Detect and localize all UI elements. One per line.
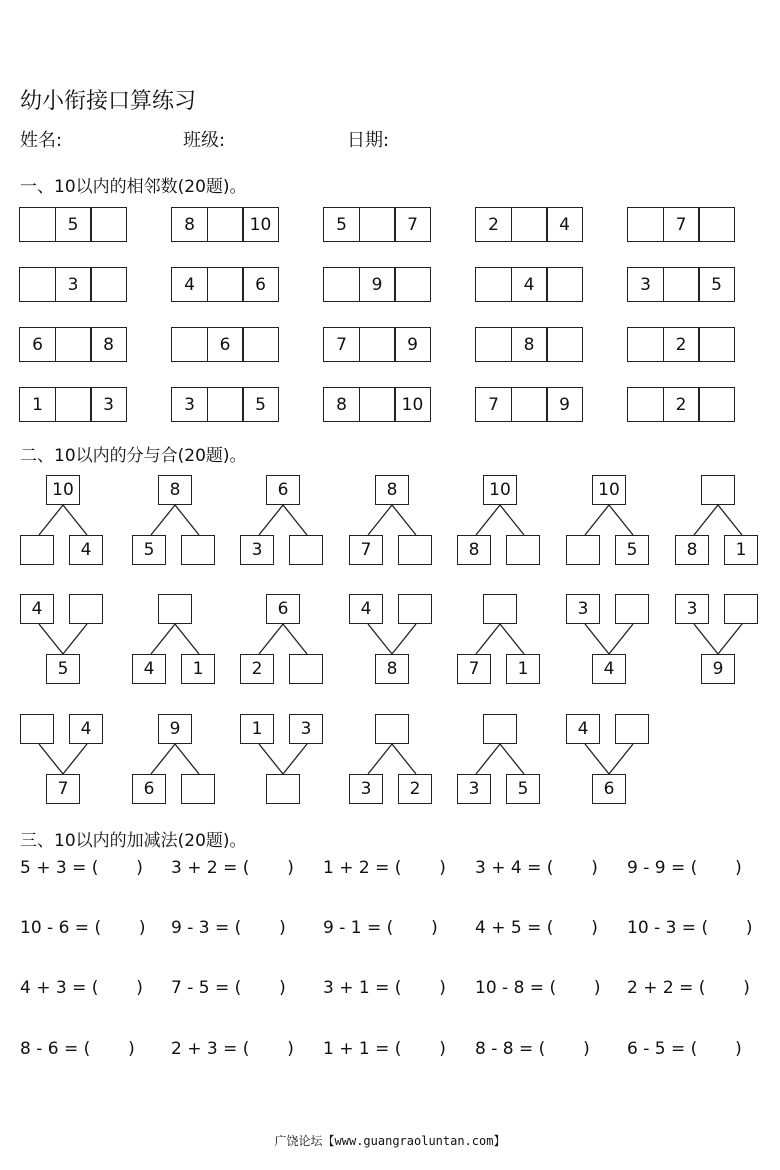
answer-box[interactable] [511,387,548,422]
bond-part-box: 8 [457,535,491,565]
adjacent-number-group [627,327,735,362]
adjacent-number-group [627,207,735,242]
answer-box[interactable] [359,387,396,422]
number-bond [566,594,676,679]
adjacent-number-group [627,387,735,422]
answer-box[interactable] [323,267,360,302]
equation[interactable]: 10 - 6 = ( ) [20,918,146,938]
bond-part-box: 1 [181,654,215,684]
adjacent-number-group [323,387,431,422]
answer-box[interactable] [475,267,512,302]
answer-box[interactable] [627,327,664,362]
bond-total-box: 10 [46,475,80,505]
adjacent-number-group [19,327,127,362]
answer-box[interactable] [359,327,396,362]
number-cell: 9 [394,327,431,362]
answer-box[interactable] [242,327,279,362]
footer [0,1132,780,1149]
number-bond [675,594,780,679]
answer-box[interactable] [724,594,758,624]
number-bond [566,475,676,560]
answer-box[interactable] [615,594,649,624]
equation[interactable]: 8 - 8 = ( ) [475,1039,590,1059]
answer-box[interactable] [663,267,700,302]
answer-box[interactable] [511,207,548,242]
answer-box[interactable] [19,267,56,302]
bond-part-box: 5 [615,535,649,565]
bond-part-box: 7 [457,654,491,684]
bond-total-box: 10 [483,475,517,505]
bond-total-box: 5 [46,654,80,684]
answer-box[interactable] [546,327,583,362]
answer-box[interactable] [698,327,735,362]
adjacent-number-group [475,267,583,302]
number-bond [20,475,130,560]
number-cell: 10 [394,387,431,422]
number-cell: 7 [394,207,431,242]
number-bond [132,594,242,679]
answer-box[interactable] [375,714,409,744]
equation[interactable]: 10 - 3 = ( ) [627,918,753,938]
adjacent-number-group [627,267,735,302]
number-cell: 2 [663,327,700,362]
equation[interactable]: 9 - 9 = ( ) [627,858,742,878]
number-cell: 8 [90,327,127,362]
equation[interactable]: 4 + 5 = ( ) [475,918,598,938]
bond-part-box: 3 [675,594,709,624]
answer-box[interactable] [19,207,56,242]
bond-part-box: 6 [132,774,166,804]
number-cell: 9 [546,387,583,422]
footer-bracket-close: 】 [493,1134,506,1148]
number-bond [457,594,567,679]
section-2-heading: 二、10以内的分与合(20题)。 [20,446,247,466]
answer-box[interactable] [55,387,92,422]
answer-box[interactable] [698,207,735,242]
equation[interactable]: 2 + 3 = ( ) [171,1039,294,1059]
number-bond [240,475,350,560]
number-bond [20,714,130,799]
equation[interactable]: 3 + 1 = ( ) [323,978,446,998]
number-cell: 3 [90,387,127,422]
bond-total-box: 6 [592,774,626,804]
bond-part-box: 2 [240,654,274,684]
name-label: 姓名: [20,130,63,151]
adjacent-number-group [475,387,583,422]
bond-part-box: 4 [349,594,383,624]
number-cell: 3 [627,267,664,302]
bond-part-box: 2 [398,774,432,804]
number-cell: 6 [207,327,244,362]
equation[interactable]: 9 - 3 = ( ) [171,918,286,938]
bond-total-box: 4 [592,654,626,684]
bond-part-box: 5 [506,774,540,804]
answer-box[interactable] [566,535,600,565]
answer-box[interactable] [207,207,244,242]
bond-part-box: 4 [20,594,54,624]
answer-box[interactable] [701,475,735,505]
number-bond [457,714,567,799]
adjacent-number-group [475,327,583,362]
bond-part-box: 5 [132,535,166,565]
number-cell: 9 [359,267,396,302]
adjacent-number-group [475,207,583,242]
number-cell: 2 [475,207,512,242]
bond-total-box: 9 [158,714,192,744]
answer-box[interactable] [698,387,735,422]
number-bond [132,714,242,799]
number-cell: 5 [698,267,735,302]
answer-box[interactable] [289,654,323,684]
answer-box[interactable] [394,267,431,302]
bond-total-box: 8 [375,475,409,505]
equation[interactable]: 10 - 8 = ( ) [475,978,601,998]
adjacent-number-group [19,207,127,242]
answer-box[interactable] [55,327,92,362]
answer-box[interactable] [289,535,323,565]
bond-part-box: 4 [132,654,166,684]
answer-box[interactable] [181,774,215,804]
equation[interactable]: 2 + 2 = ( ) [627,978,750,998]
answer-box[interactable] [546,267,583,302]
answer-box[interactable] [475,327,512,362]
number-cell: 3 [55,267,92,302]
number-cell: 8 [511,327,548,362]
equation[interactable]: 5 + 3 = ( ) [20,858,143,878]
number-cell: 7 [475,387,512,422]
equation[interactable]: 3 + 2 = ( ) [171,858,294,878]
bond-total-box: 10 [592,475,626,505]
footer-bracket-open: 【 [322,1134,335,1148]
number-bond [457,475,567,560]
adjacent-number-group [323,267,431,302]
answer-box[interactable] [69,594,103,624]
number-bond [240,594,350,679]
number-cell: 5 [323,207,360,242]
number-cell: 4 [511,267,548,302]
bond-part-box: 1 [724,535,758,565]
number-cell: 7 [323,327,360,362]
number-cell: 10 [242,207,279,242]
section-3-heading: 三、10以内的加减法(20题)。 [20,831,247,851]
page-title: 幼小衔接口算练习 [20,89,197,114]
number-cell: 4 [546,207,583,242]
bond-part-box: 4 [69,714,103,744]
number-bond [349,475,459,560]
answer-box[interactable] [20,535,54,565]
adjacent-number-group [19,387,127,422]
equation[interactable]: 8 - 6 = ( ) [20,1039,135,1059]
answer-box[interactable] [90,207,127,242]
date-label: 日期: [347,130,390,151]
answer-box[interactable] [90,267,127,302]
bond-total-box: 9 [701,654,735,684]
number-bond [132,475,242,560]
adjacent-number-group [323,327,431,362]
number-cell: 8 [323,387,360,422]
number-bond [349,594,459,679]
number-bond [566,714,676,799]
bond-part-box: 3 [457,774,491,804]
number-cell: 6 [19,327,56,362]
number-cell: 2 [663,387,700,422]
bond-total-box: 6 [266,594,300,624]
answer-box[interactable] [158,594,192,624]
equation[interactable]: 1 + 1 = ( ) [323,1039,446,1059]
bond-part-box: 7 [349,535,383,565]
number-bond [349,714,459,799]
number-cell: 6 [242,267,279,302]
answer-box[interactable] [627,387,664,422]
answer-box[interactable] [615,714,649,744]
number-cell: 3 [171,387,208,422]
number-cell: 1 [19,387,56,422]
equation[interactable]: 4 + 3 = ( ) [20,978,143,998]
bond-part-box: 3 [240,535,274,565]
bond-total-box: 7 [46,774,80,804]
bond-total-box: 6 [266,475,300,505]
answer-box[interactable] [483,594,517,624]
answer-box[interactable] [627,207,664,242]
answer-box[interactable] [398,594,432,624]
adjacent-number-group [171,387,279,422]
adjacent-number-group [171,267,279,302]
answer-box[interactable] [20,714,54,744]
answer-box[interactable] [398,535,432,565]
bond-part-box: 1 [506,654,540,684]
section-1-heading: 一、10以内的相邻数(20题)。 [20,177,247,197]
bond-part-box: 4 [566,714,600,744]
footer-url: www.guangraoluntan.com [334,1134,494,1148]
number-bond [675,475,780,560]
bond-part-box: 8 [675,535,709,565]
equation[interactable]: 9 - 1 = ( ) [323,918,438,938]
answer-box[interactable] [181,535,215,565]
number-bond [20,594,130,679]
answer-box[interactable] [171,327,208,362]
class-label: 班级: [183,130,226,151]
number-cell: 8 [171,207,208,242]
bond-part-box: 1 [240,714,274,744]
number-cell: 5 [55,207,92,242]
adjacent-number-group [171,207,279,242]
number-bond [240,714,350,786]
bond-part-box: 3 [349,774,383,804]
adjacent-number-group [323,207,431,242]
answer-box[interactable] [207,267,244,302]
bond-part-box: 3 [289,714,323,744]
bond-total-box: 8 [375,654,409,684]
answer-box[interactable] [483,714,517,744]
bond-total-box: 8 [158,475,192,505]
number-cell: 4 [171,267,208,302]
bond-part-box: 3 [566,594,600,624]
answer-box[interactable] [207,387,244,422]
adjacent-number-group [171,327,279,362]
equation[interactable]: 7 - 5 = ( ) [171,978,286,998]
number-cell: 5 [242,387,279,422]
equation[interactable]: 3 + 4 = ( ) [475,858,598,878]
answer-box[interactable] [266,774,300,804]
answer-box[interactable] [359,207,396,242]
adjacent-number-group [19,267,127,302]
bond-part-box: 4 [69,535,103,565]
equation[interactable]: 6 - 5 = ( ) [627,1039,742,1059]
answer-box[interactable] [506,535,540,565]
number-cell: 7 [663,207,700,242]
equation[interactable]: 1 + 2 = ( ) [323,858,446,878]
footer-site: 广饶论坛 [274,1134,323,1148]
